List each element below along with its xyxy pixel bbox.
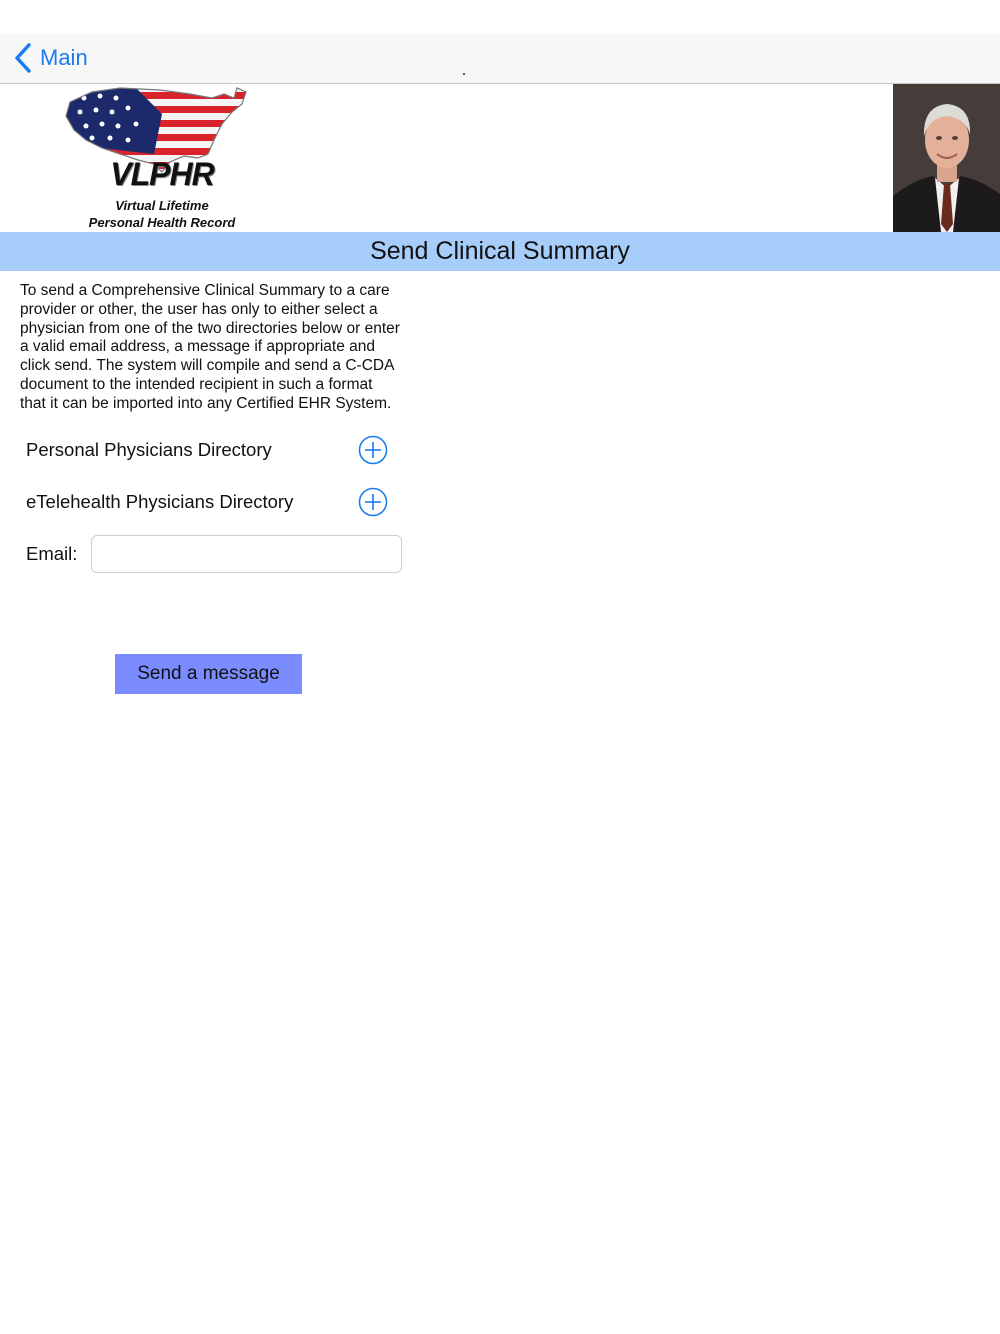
nav-dot — [463, 73, 465, 75]
email-field[interactable] — [91, 535, 402, 573]
navigation-bar — [0, 34, 1000, 84]
send-message-button[interactable]: Send a message — [115, 654, 302, 694]
etelehealth-physicians-directory-row[interactable] — [26, 485, 388, 519]
email-label: Email: — [26, 543, 78, 564]
logo-subtitle-line1: Virtual Lifetime — [115, 198, 209, 213]
chevron-left-icon — [14, 43, 32, 73]
status-bar — [0, 0, 1000, 34]
add-circle-icon[interactable] — [358, 487, 388, 517]
personal-physicians-directory-label: Personal Physicians Directory — [26, 439, 272, 460]
page-title: Send Clinical Summary — [0, 232, 1000, 271]
logo-subtitle-line2: Personal Health Record — [88, 215, 236, 230]
app-header — [0, 84, 1000, 232]
back-button-label: Main — [40, 45, 88, 70]
etelehealth-physicians-directory-label: eTelehealth Physicians Directory — [26, 491, 294, 512]
add-circle-icon[interactable] — [358, 435, 388, 465]
back-button[interactable] — [14, 40, 88, 76]
personal-physicians-directory-row[interactable] — [26, 433, 388, 467]
profile-photo — [893, 84, 1000, 232]
vlphr-logo — [62, 84, 262, 232]
instructions-text: To send a Comprehensive Clinical Summary to a care provider or other, the user has only to either select a physician from one of the two directories below or enter a valid email address, a message if appropriate and click send. The system will compile and send a C-CDA document to the intended recipient in such a format that it can be imported into any Certified EHR System. — [20, 282, 400, 412]
logo-title: VLPHR — [110, 156, 214, 192]
